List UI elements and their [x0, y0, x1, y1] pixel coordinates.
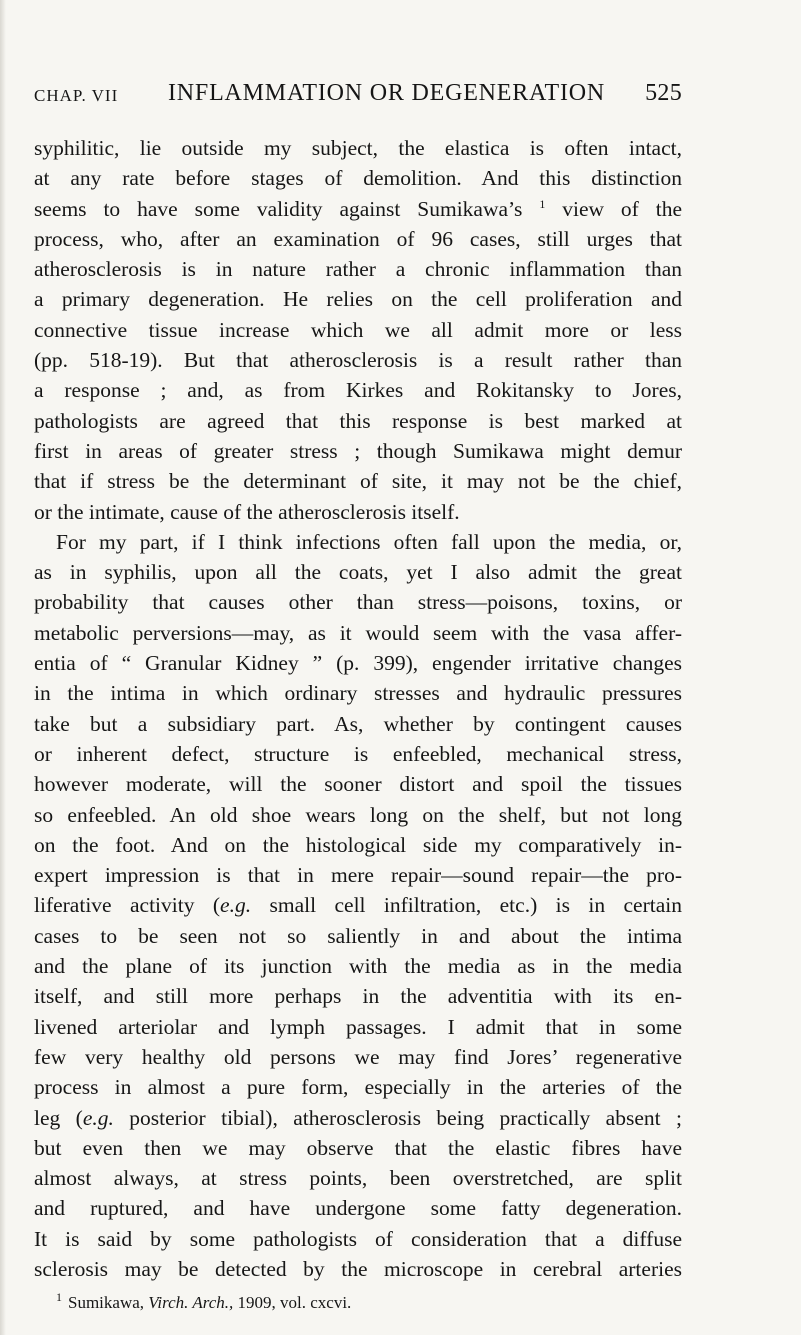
text-line: entia of “ Granular Kidney ” (p. 399), engender irritative changes	[34, 651, 682, 676]
text-line: in the intima in which ordinary stresses and hydraulic pressures	[34, 681, 682, 706]
footnote-details: 1909, vol. cxcvi.	[233, 1293, 352, 1312]
text-line: livened arteriolar and lymph passages. I admit that in some	[34, 1014, 682, 1039]
footnote: 1 Sumikawa, Virch. Arch., 1909, vol. cxcvi.	[56, 1290, 352, 1312]
page-number: 525	[645, 80, 682, 106]
text-line: pathologists are agreed that this response is best marked at	[34, 408, 682, 433]
text-line: expert impression is that in mere repair—sound repair—the pro-	[34, 863, 682, 888]
text-line: itself, and still more perhaps in the adventitia with its en-	[34, 984, 682, 1009]
text-line: on the foot. And on the histological side my comparatively in-	[34, 832, 682, 857]
text-line: so enfeebled. An old shoe wears long on the shelf, but not long	[34, 802, 682, 827]
text-line: or the intimate, cause of the atherosclerosis itself.	[34, 499, 460, 524]
text-line: as in syphilis, upon all the coats, yet I also admit the great	[34, 560, 682, 585]
running-head	[34, 80, 682, 114]
text-line: syphilitic, lie outside my subject, the elastica is often intact,	[34, 136, 682, 160]
footnote-author: Sumikawa,	[68, 1293, 149, 1312]
text-line: sclerosis may be detected by the microscope in cerebral arteries	[34, 1256, 682, 1281]
body-text	[34, 133, 682, 1284]
text-line: at any rate before stages of demolition. And this distinction	[34, 166, 682, 191]
text-line: For my part, if I think infections often fall upon the media, or,	[56, 529, 682, 554]
text-line: leg (e.g. posterior tibial), atherosclerosis being practically absent ;	[34, 1105, 682, 1130]
text-line: connective tissue increase which we all admit more or less	[34, 317, 682, 342]
chapter-title: INFLAMMATION OR DEGENERATION	[168, 80, 606, 106]
text-line: process in almost a pure form, especially in the arteries of the	[34, 1075, 682, 1100]
text-line: a response ; and, as from Kirkes and Rokitansky to Jores,	[34, 378, 682, 403]
text-line: few very healthy old persons we may find Jores’ regenerative	[34, 1044, 682, 1069]
text-line: and ruptured, and have undergone some fatty degeneration.	[34, 1196, 682, 1221]
text-line: but even then we may observe that the elastic fibres have	[34, 1135, 682, 1160]
text-line: atherosclerosis is in nature rather a chronic inflammation than	[34, 257, 682, 282]
text-line: almost always, at stress points, been overstretched, are split	[34, 1166, 682, 1191]
text-line: metabolic perversions—may, as it would seem with the vasa affer-	[34, 620, 682, 645]
text-line: probability that causes other than stress—poisons, toxins, or	[34, 590, 682, 615]
text-line: cases to be seen not so saliently in and about the intima	[34, 923, 682, 948]
text-line: or inherent defect, structure is enfeebled, mechanical stress,	[34, 741, 682, 766]
text-line: however moderate, will the sooner distort and spoil the tissues	[34, 772, 682, 797]
text-line: and the plane of its junction with the media as in the media	[34, 954, 682, 979]
text-line: a primary degeneration. He relies on the cell proliferation and	[34, 287, 682, 312]
footnote-journal: Virch. Arch.,	[148, 1293, 234, 1312]
text-line: liferative activity (e.g. small cell infiltration, etc.) is in certain	[34, 893, 682, 918]
text-line: take but a subsidiary part. As, whether by contingent causes	[34, 711, 682, 736]
text-line: (pp. 518-19). But that atherosclerosis is a result rather than	[34, 348, 682, 373]
text-line: seems to have some validity against Sumikawa’s $^1$ view of the	[34, 196, 682, 221]
text-line: process, who, after an examination of 96 cases, still urges that	[34, 226, 682, 251]
chapter-label: CHAP. VII	[34, 86, 119, 105]
text-line: that if stress be the determinant of site, it may not be the chief,	[34, 469, 682, 494]
text-line: first in areas of greater stress ; though Sumikawa might demur	[34, 438, 682, 463]
page-edge-shadow	[0, 0, 6, 1335]
footnote-reference: 1	[539, 196, 546, 211]
text-line: It is said by some pathologists of consideration that a diffuse	[34, 1226, 682, 1251]
